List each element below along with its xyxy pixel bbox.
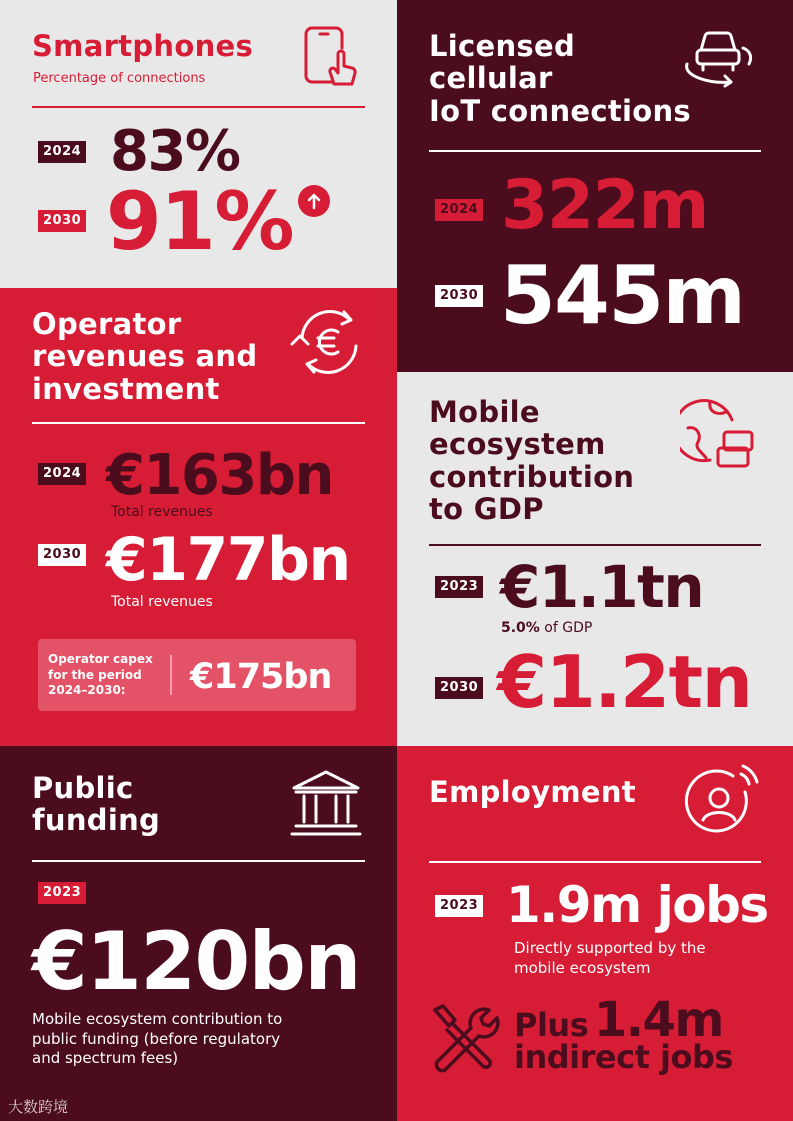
revenue-title-line: revenues and	[32, 339, 258, 374]
year-badge: 2023	[435, 576, 483, 598]
smartphones-title: Smartphones	[32, 29, 254, 63]
indirect-jobs-label: indirect jobs	[514, 1038, 733, 1076]
public-caption	[32, 1010, 282, 1069]
gdp-value-text: €1.1tn	[500, 553, 704, 621]
plus-value: 1.4m	[593, 992, 723, 1048]
gdp-value-2030: €1.2tn	[497, 640, 752, 724]
arrow-up-icon	[297, 184, 331, 218]
divider	[429, 544, 761, 546]
gdp-title-line: to GDP	[429, 492, 544, 527]
iot-title-line: cellular	[429, 61, 553, 96]
iot-value-2030: 545m	[500, 249, 745, 342]
year-badge: 2030	[38, 544, 86, 566]
public-caption-line: public funding (before regulatory	[32, 1029, 281, 1048]
public-caption-line: and spectrum fees)	[32, 1049, 179, 1067]
iot-title-line: IoT connections	[429, 93, 691, 128]
public-caption-line: Mobile ecosystem contribution to	[32, 1010, 283, 1028]
capex-label-line: Operator capex	[48, 652, 153, 666]
revenue-value-2030: €177bn	[106, 525, 350, 595]
employment-caption-line: mobile ecosystem	[514, 958, 651, 977]
public-title-line: Public	[32, 771, 134, 805]
capex-label	[48, 652, 178, 699]
gdp-caption-text: of GDP	[539, 620, 593, 636]
year-badge: 2030	[435, 285, 483, 307]
year-badge: 2024	[435, 199, 483, 221]
iot-value-2024: 322m	[501, 166, 708, 245]
divider	[32, 106, 365, 108]
gdp-title	[429, 396, 634, 526]
revenue-title	[32, 308, 257, 405]
year-badge: 2024	[38, 141, 86, 163]
gdp-title-line: ecosystem	[429, 427, 606, 462]
gdp-title-line: Mobile	[429, 395, 540, 429]
revenue-title-line: Operator	[32, 307, 182, 341]
government-building-icon	[290, 768, 362, 838]
gdp-title-line: contribution	[429, 459, 635, 494]
public-funding-panel	[0, 746, 397, 1121]
gdp-caption-percent: 5.0%	[501, 620, 540, 636]
revenue-value-2024: €163bn	[106, 443, 333, 508]
capex-divider	[170, 655, 172, 695]
phone-touch-icon	[302, 26, 360, 90]
capex-label-line: for the period	[48, 667, 142, 682]
employment-title: Employment	[429, 775, 636, 809]
divider	[429, 150, 761, 152]
revenue-caption-2030: Total revenues	[111, 594, 213, 610]
employment-caption-line: Directly supported by the	[514, 939, 706, 957]
person-signal-icon	[683, 762, 763, 842]
globe-devices-icon	[680, 398, 758, 472]
employment-caption	[514, 939, 706, 978]
watermark: 大数跨境	[8, 1098, 69, 1116]
smartphones-panel	[0, 0, 397, 288]
gdp-panel	[397, 372, 793, 746]
smartphones-value-2024: 83%	[110, 119, 240, 184]
year-badge: 2030	[435, 677, 483, 699]
revenue-caption-2024: Total revenues	[111, 504, 213, 520]
year-badge: 2024	[38, 463, 86, 485]
smartphones-subtitle: Percentage of connections	[33, 71, 206, 86]
smartphones-value-2030: 91%	[106, 175, 293, 268]
public-title-line: funding	[32, 803, 161, 838]
gdp-caption	[501, 620, 592, 636]
iot-title	[429, 30, 691, 127]
iot-title-line: Licensed	[429, 29, 576, 63]
connected-car-icon	[679, 20, 757, 88]
employment-panel	[397, 746, 793, 1121]
euro-cycle-icon	[288, 304, 370, 380]
gdp-value-2023	[500, 553, 704, 621]
plus-word: Plus	[514, 1006, 589, 1044]
public-title	[32, 772, 160, 837]
divider	[429, 861, 761, 863]
year-badge: 2030	[38, 210, 86, 232]
year-badge: 2023	[38, 882, 86, 904]
capex-box	[38, 639, 356, 711]
iot-panel	[397, 0, 793, 372]
revenue-panel	[0, 288, 397, 746]
wrench-screwdriver-icon	[427, 1002, 501, 1076]
employment-value: 1.9m jobs	[506, 876, 768, 934]
capex-label-line: 2024–2030:	[48, 683, 126, 698]
year-badge: 2023	[435, 895, 483, 917]
public-value: €120bn	[32, 915, 360, 1008]
capex-value: €175bn	[190, 657, 332, 697]
divider	[32, 422, 365, 424]
revenue-title-line: investment	[32, 371, 220, 406]
divider	[32, 860, 365, 862]
